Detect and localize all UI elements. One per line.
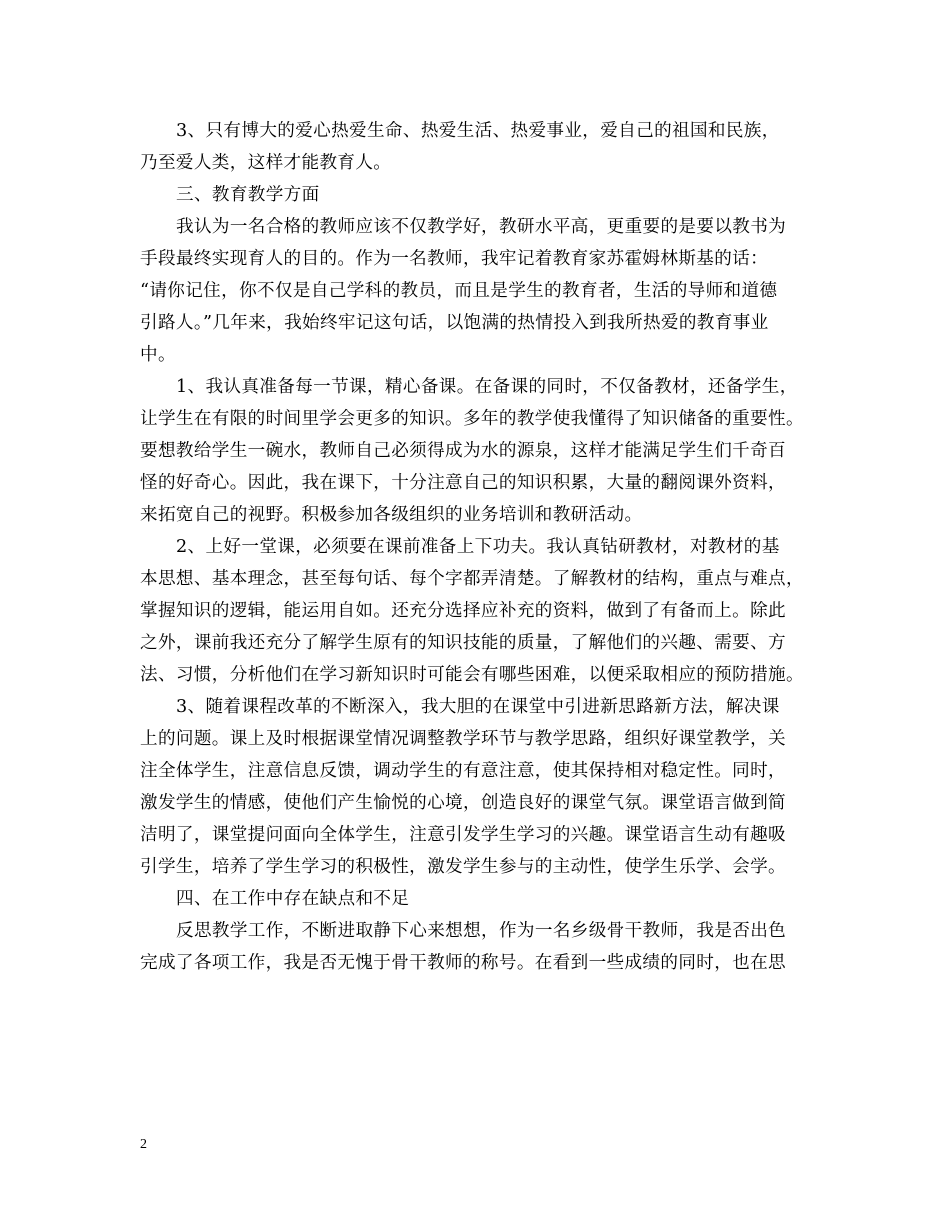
text-line: 3、随着课程改革的不断深入，我大胆的在课堂中引进新思路新方法，解决课 (176, 697, 780, 717)
text-line: 要想教给学生一碗水，教师自己必须得成为水的源泉，这样才能满足学生们千奇百 (140, 441, 786, 461)
text-line: 上的问题。课上及时根据课堂情况调整教学环节与教学思路，组织好课堂教学，关 (140, 729, 786, 749)
text-line: “请你记住，你不仅是自己学科的教员，而且是学生的教育者，生活的导师和道德 (140, 281, 778, 301)
text-line: 2、上好一堂课，必须要在课前准备上下功夫。我认真钻研教材，对教材的基 (176, 537, 780, 557)
text-line: 乃至爱人类，这样才能教育人。 (140, 153, 392, 173)
text-line: 中。 (140, 345, 176, 365)
text-line: 反思教学工作，不断进取静下心来想想，作为一名乡级骨干教师，我是否出色 (176, 921, 787, 941)
text-line: 四、在工作中存在缺点和不足 (176, 889, 410, 909)
text-line: 本思想、基本理念，甚至每句话、每个字都弄清楚。了解教材的结构，重点与难点， (140, 569, 804, 589)
text-line: 手段最终实现育人的目的。作为一名教师，我牢记着教育家苏霍姆林斯基的话： (140, 249, 769, 269)
text-line: 注全体学生，注意信息反馈，调动学生的有意注意，使其保持相对稳定性。同时， (140, 761, 786, 781)
text-line: 让学生在有限的时间里学会更多的知识。多年的教学使我懂得了知识储备的重要性。 (140, 409, 804, 429)
page-number: 2 (140, 1137, 147, 1152)
text-line: 引学生，培养了学生学习的积极性，激发学生参与的主动性，使学生乐学、会学。 (140, 857, 786, 877)
text-line: 之外，课前我还充分了解学生原有的知识技能的质量，了解他们的兴趣、需要、方 (140, 633, 786, 653)
text-line: 1、我认真准备每一节课，精心备课。在备课的同时，不仅备教材，还备学生， (176, 377, 798, 397)
text-line: 三、教育教学方面 (176, 185, 320, 205)
text-line: 完成了各项工作，我是否无愧于骨干教师的称号。在看到一些成绩的同时，也在思 (140, 953, 786, 973)
text-line: 法、习惯，分析他们在学习新知识时可能会有哪些困难，以便采取相应的预防措施。 (140, 665, 804, 685)
text-line: 3、只有博大的爱心热爱生命、热爱生活、热爱事业，爱自己的祖国和民族， (176, 121, 780, 141)
text-line: 来拓宽自己的视野。积极参加各级组织的业务培训和教研活动。 (140, 505, 643, 525)
text-line: 掌握知识的逻辑，能运用自如。还充分选择应补充的资料，做到了有备而上。除此 (140, 601, 786, 621)
text-line: 激发学生的情感，使他们产生愉悦的心境，创造良好的课堂气氛。课堂语言做到简 (140, 793, 786, 813)
text-line: 怪的好奇心。因此，我在课下，十分注意自己的知识积累，大量的翻阅课外资料， (140, 473, 786, 493)
text-line: 引路人。”几年来，我始终牢记这句话，以饱满的热情投入到我所热爱的教育事业 (140, 313, 769, 333)
text-line: 洁明了，课堂提问面向全体学生，注意引发学生学习的兴趣。课堂语言生动有趣吸 (140, 825, 786, 845)
text-line: 我认为一名合格的教师应该不仅教学好，教研水平高，更重要的是要以教书为 (176, 217, 787, 237)
document-body (140, 115, 830, 979)
